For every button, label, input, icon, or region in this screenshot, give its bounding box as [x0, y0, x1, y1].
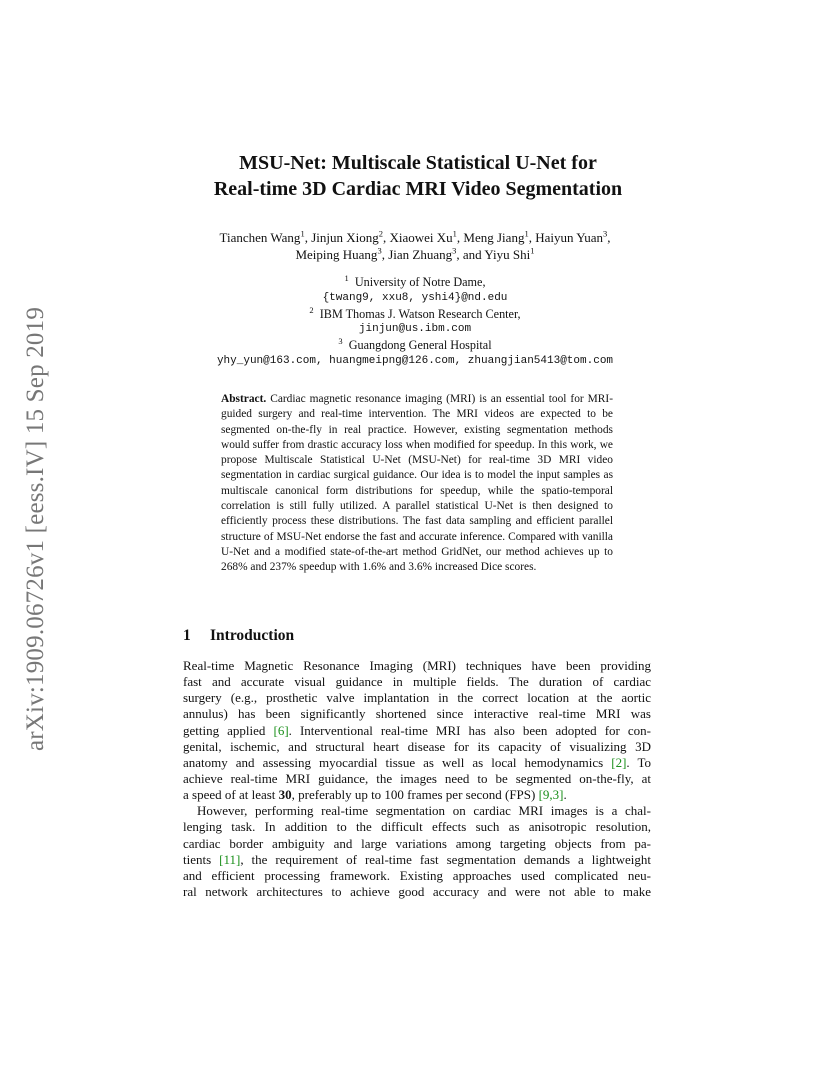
author-separator: , and: [456, 247, 485, 262]
author-name: Meiping Huang: [295, 247, 378, 262]
author-affiliation-mark: 3: [377, 245, 382, 256]
affiliation-list: [170, 272, 660, 370]
body-line: [183, 771, 651, 787]
author-affiliation-mark: 3: [602, 228, 608, 239]
body-text: However, performing real-time segmentation on cardiac MRI images is a chal-: [197, 803, 651, 819]
affiliation-email: {twang9, xxu8, yshi4}@nd.edu: [322, 291, 508, 304]
body-line: [183, 739, 651, 755]
body-line: [183, 787, 651, 803]
affiliation-number: 3: [338, 336, 343, 347]
body-line: [183, 836, 651, 852]
institution-name: Guangdong General Hospital: [342, 338, 492, 353]
body-line: [183, 852, 651, 868]
body-line: [183, 674, 651, 690]
affiliation-email: jinjun@us.ibm.com: [358, 323, 472, 336]
author-affiliation-mark: 1: [524, 228, 529, 239]
body-text: , the requirement of real-time fast segmentation demands a lightweight: [240, 851, 651, 867]
title-line-1: MSU-Net: Multiscale Statistical U-Net for: [239, 152, 597, 174]
author-name: Meng Jiang: [463, 230, 525, 245]
body-text: getting applied: [183, 722, 274, 738]
author-affiliation-mark: 1: [452, 228, 457, 239]
affiliation-institution: [170, 272, 660, 291]
institution-name: IBM Thomas J. Watson Research Center,: [313, 306, 521, 321]
citation-link[interactable]: [6]: [273, 722, 289, 738]
author-name: Yiyu Shi: [484, 247, 531, 262]
affiliation-number: 1: [344, 272, 349, 283]
affiliation-institution: [170, 304, 660, 323]
body-line: [183, 755, 651, 771]
author-list: [170, 229, 660, 263]
body-text: and efficient processing framework. Existing approaches used complicated neu-: [183, 867, 651, 883]
introduction-body: [183, 658, 651, 900]
body-line: [183, 884, 651, 900]
body-text: genital, ischemic, and structural heart disease for its capacity of visualizing 3D: [183, 738, 651, 754]
body-text: cardiac border ambiguity and large variations among targeting objects from pa-: [183, 835, 651, 851]
arxiv-identifier: arXiv:1909.06726v1 [eess.IV] 15 Sep 2019: [22, 306, 49, 752]
institution-name: University of Notre Dame,: [348, 275, 486, 289]
body-text: fast and accurate visual guidance in multiple fields. The duration of cardiac: [183, 674, 651, 690]
body-text: lenging task. In addition to the difficult effects such as anisotropic resolution,: [183, 819, 651, 835]
body-text: Real-time Magnetic Resonance Imaging (MRI) techniques have been providing: [183, 658, 651, 673]
body-line: [183, 706, 651, 722]
bold-value: 30: [278, 787, 292, 803]
author-separator: ,: [382, 230, 390, 245]
body-text: .: [563, 787, 567, 803]
author-name: Tianchen Wang: [219, 230, 301, 245]
citation-link[interactable]: [11]: [219, 851, 241, 867]
abstract-text: Cardiac magnetic resonance imaging (MRI) is an essential tool for MRI-guided surgery and real-time intervention. The MRI videos are expected to be segmented on-the-fly in real practice. However, existing segmentation methods would suffer from drastic accuracy loss when modified for speedup. In this work, we propose Multiscale Statistical U-Net (MSU-Net) for real-time 3D MRI video segmentation in cardiac surgical guidance. Our idea is to model the input samples as multiscale canonical form distributions for speedup, while the spatio-temporal correlation is still fully utilized. A parallel statistical U-Net is then designed to efficiently process these distributions. The fast data sampling and efficient parallel structure of MSU-Net endorse the fast and accurate inference. Compared with vanilla U-Net and a modified state-of-the-art method GridNet, our method achieves up to 268% and 237% speedup with 1.6% and 3.6% increased Dice scores.: [221, 393, 613, 574]
body-text: tients: [183, 851, 220, 867]
body-line: [183, 819, 651, 835]
arxiv-sidebar: [16, 284, 56, 774]
author-name: Jian Zhuang: [388, 247, 453, 262]
affiliation-institution: [170, 338, 660, 354]
section-title: Introduction: [210, 627, 295, 644]
author-name: Haiyun Yuan: [535, 230, 603, 245]
author-separator: ,: [456, 230, 464, 245]
body-text: surgery (e.g., prosthetic valve implantation in the correct location at the aortic: [183, 690, 651, 706]
body-text: . Interventional real-time MRI has also been adopted for con-: [288, 722, 652, 738]
author-separator: ,: [528, 230, 536, 245]
author-affiliation-mark: 2: [378, 228, 383, 239]
body-line: [183, 803, 651, 819]
citation-link[interactable]: [2]: [611, 754, 627, 770]
abstract-label: Abstract.: [221, 393, 267, 405]
author-separator: ,: [381, 247, 389, 262]
citation-link[interactable]: [9,3]: [538, 787, 564, 803]
abstract: [221, 392, 613, 576]
author-affiliation-mark: 1: [300, 228, 305, 239]
paper-title: [183, 150, 653, 202]
body-text: a speed of at least: [183, 787, 279, 803]
author-line: [170, 246, 660, 263]
body-line: [183, 658, 651, 674]
body-text: . To: [626, 754, 651, 770]
affiliation-number: 2: [309, 304, 314, 315]
section-heading: [183, 627, 294, 645]
body-line: [183, 690, 651, 706]
affiliation-email: yhy_yun@163.com, huangmeipng@126.com, zhuangjian5413@tom.com: [216, 354, 614, 367]
author-separator: ,: [607, 230, 611, 245]
body-text: annulus) has been significantly shortened since interactive real-time MRI was: [183, 706, 651, 722]
body-text: achieve real-time MRI guidance, the images need to be segmented on-the-fly, at: [183, 770, 651, 786]
section-number: 1: [183, 627, 191, 644]
body-line: [183, 723, 651, 739]
author-name: Jinjun Xiong: [311, 230, 379, 245]
author-affiliation-mark: 1: [530, 245, 535, 256]
author-affiliation-mark: 3: [452, 245, 457, 256]
author-name: Xiaowei Xu: [389, 230, 453, 245]
body-text: ral network architectures to achieve good accuracy and were not able to make: [183, 883, 651, 899]
title-line-2: Real-time 3D Cardiac MRI Video Segmentation: [213, 178, 623, 200]
author-separator: ,: [304, 230, 312, 245]
body-text: , preferably up to 100 frames per second (FPS): [291, 787, 539, 803]
body-line: [183, 868, 651, 884]
author-line: [170, 229, 660, 246]
body-text: anatomy and assessing myocardial tissue as well as local hemodynamics: [183, 754, 612, 770]
